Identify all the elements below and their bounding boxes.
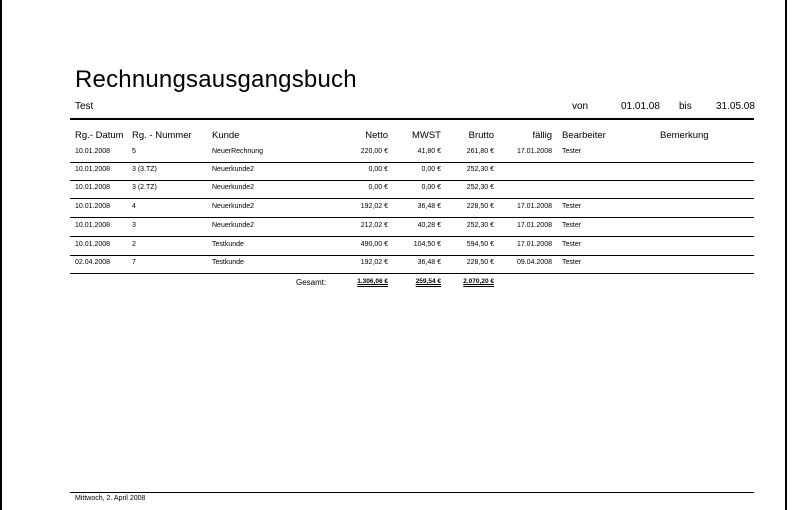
cell-netto: 212,02 € [360,222,388,229]
cell-brutto: 252,30 € [466,184,494,191]
cell-brutto: 252,30 € [466,166,494,173]
col-header-kunde: Kunde [212,130,240,141]
col-header-mwst: MWST [411,130,441,141]
row-divider [70,236,754,237]
cell-kunde: Neuerkunde2 [212,203,255,210]
table-row [0,163,806,181]
cell-nummer: 3 [132,222,136,229]
cell-datum: 10.01.2008 [75,241,111,248]
row-divider [70,273,754,274]
table-row [0,145,806,163]
cell-datum: 10.01.2008 [75,222,111,229]
cell-faellig: 17.01.2008 [516,222,552,229]
col-header-netto: Netto [365,130,388,141]
col-header-brutto: Brutto [468,130,494,141]
cell-kunde: Neuerkunde2 [212,222,255,229]
cell-mwst: 0,00 € [421,184,441,191]
cell-mwst: 0,00 € [421,166,441,173]
table-row [0,238,806,256]
cell-faellig: 17.01.2008 [516,241,552,248]
cell-kunde: Neuerkunde2 [212,184,255,191]
cell-brutto: 261,80 € [466,148,494,155]
cell-nummer: 3 (2.TZ) [132,184,157,191]
table-row [0,256,806,274]
cell-mwst: 41,80 € [417,148,441,155]
col-header-bearbeiter: Bearbeiter [562,130,606,141]
filter-text: Test [75,101,94,112]
total-netto: 1.306,06 € [357,278,388,285]
cell-faellig: 17.01.2008 [516,148,552,155]
cell-netto: 220,00 € [360,148,388,155]
table-row [0,181,806,199]
footer-date: Mittwoch, 2. April 2008 [75,495,146,502]
col-header-faellig: fällig [532,130,552,141]
cell-datum: 10.01.2008 [75,166,111,173]
totals-label: Gesamt: [296,278,327,287]
cell-kunde: Neuerkunde2 [212,166,255,173]
table-row [0,200,806,218]
cell-brutto: 594,50 € [466,241,494,248]
cell-brutto: 228,50 € [466,203,494,210]
von-date: 01.01.08 [621,101,660,112]
bis-label: bis [679,101,692,112]
cell-faellig: 17.01.2008 [516,203,552,210]
cell-kunde: Testkunde [212,241,244,248]
cell-kunde: NeuerRechnung [212,148,263,155]
bis-date: 31.05.08 [716,101,755,112]
cell-netto: 192,02 € [360,203,388,210]
cell-nummer: 4 [132,203,136,210]
cell-netto: 0,00 € [368,166,388,173]
col-header-bemerkung: Bemerkung [660,130,709,141]
cell-bearbeiter: Tester [562,203,582,210]
cell-bearbeiter: Tester [562,241,582,248]
cell-kunde: Testkunde [212,259,244,266]
cell-brutto: 252,30 € [466,222,494,229]
report-title: Rechnungsausgangsbuch [75,66,357,93]
row-divider [70,198,754,199]
cell-mwst: 40,28 € [417,222,441,229]
cell-mwst: 36,48 € [417,259,441,266]
total-brutto: 2.070,20 € [463,278,494,285]
cell-bearbeiter: Tester [562,259,582,266]
col-header-nummer: Rg. - Nummer [132,130,192,141]
footer-rule [70,492,754,493]
row-divider [70,217,754,218]
cell-datum: 10.01.2008 [75,148,111,155]
cell-brutto: 228,50 € [466,259,494,266]
cell-mwst: 36,48 € [417,203,441,210]
cell-datum: 10.01.2008 [75,184,111,191]
von-label: von [572,101,589,112]
col-header-datum: Rg.- Datum [75,130,124,141]
cell-nummer: 2 [132,241,136,248]
cell-netto: 490,00 € [360,241,388,248]
cell-datum: 10.01.2008 [75,203,111,210]
header-rule [70,118,754,120]
cell-nummer: 7 [132,259,136,266]
cell-datum: 02.04.2008 [75,259,111,266]
cell-nummer: 5 [132,148,136,155]
cell-bearbeiter: Tester [562,222,582,229]
cell-netto: 192,02 € [360,259,388,266]
table-row [0,219,806,237]
cell-faellig: 09.04.2008 [516,259,552,266]
total-mwst: 259,54 € [415,278,441,285]
cell-mwst: 104,50 € [413,241,441,248]
cell-netto: 0,00 € [368,184,388,191]
cell-bearbeiter: Tester [562,148,582,155]
cell-nummer: 3 (3.TZ) [132,166,157,173]
